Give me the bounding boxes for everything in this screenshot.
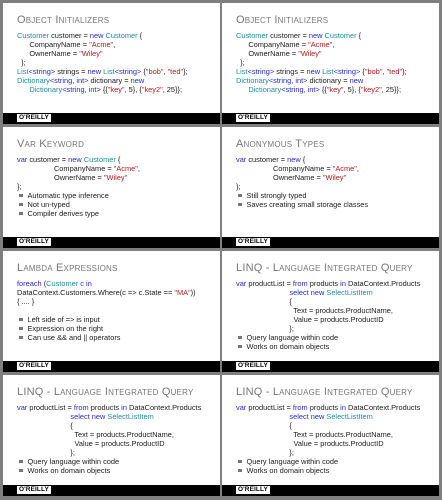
oreilly-logo: O'REILLY <box>238 114 268 121</box>
code-token: <string, int> <box>268 76 308 85</box>
bullet-item <box>17 315 216 324</box>
code-token: new <box>91 412 106 421</box>
code-token: { <box>141 67 146 76</box>
code-token: products <box>88 403 122 412</box>
code-line <box>17 58 216 67</box>
bullet-text: Query language within code <box>246 457 339 466</box>
code-token: customer = <box>27 155 69 164</box>
slide-footer <box>222 485 439 496</box>
code-token: , 5}, { <box>343 85 361 94</box>
slide-title: Anonymous Types <box>236 138 325 150</box>
bullet-text: Query language within code <box>246 333 339 342</box>
code-token: "Wiley" <box>103 173 128 182</box>
code-token: , <box>356 164 359 173</box>
oreilly-logo: O'REILLY <box>238 238 268 245</box>
bullet-text: Not un-typed <box>27 200 70 209</box>
code-token: CompanyName = <box>236 164 333 173</box>
code-token: Dictionary <box>236 76 269 85</box>
bullet-item <box>236 342 435 351</box>
code-token: var <box>236 403 247 412</box>
oreilly-logo: O'REILLY <box>238 486 268 493</box>
code-token: from <box>73 403 89 412</box>
slide-footer <box>222 361 439 372</box>
slide-body <box>236 155 435 209</box>
bullet-text: Still strongly typed <box>246 191 307 200</box>
bullet-item <box>236 191 435 200</box>
bullet-square-icon <box>19 469 23 473</box>
code-line <box>236 49 435 58</box>
code-token: { <box>115 155 121 164</box>
code-token: SelectListItem <box>107 412 154 421</box>
code-token: new <box>287 155 301 164</box>
code-line <box>17 40 216 49</box>
bullet-text: Compiler derives type <box>27 209 99 218</box>
code-token: in <box>340 279 346 288</box>
code-token: CompanyName = <box>17 164 114 173</box>
code-token: customer = <box>268 31 309 40</box>
code-token: new <box>310 412 325 421</box>
code-token: select <box>289 412 309 421</box>
code-token <box>236 85 248 94</box>
bullet-text: Saves creating small storage classes <box>246 200 369 209</box>
slide-6 <box>222 251 439 372</box>
code-token: new <box>308 31 323 40</box>
code-line <box>236 67 435 76</box>
slide-footer <box>3 113 220 124</box>
code-token: Customer <box>83 155 116 164</box>
code-line <box>236 40 435 49</box>
code-token: }; <box>402 67 407 76</box>
bullet-text: Expression on the right <box>27 324 104 333</box>
code-line <box>17 421 216 430</box>
code-token: "Acme" <box>113 164 138 173</box>
code-token <box>236 412 289 421</box>
code-token: select <box>289 288 309 297</box>
slide-footer <box>3 485 220 496</box>
bullet-item <box>17 324 216 333</box>
code-token: productList = <box>27 403 74 412</box>
code-token: "ted" <box>167 67 184 76</box>
code-line <box>236 412 435 421</box>
code-line <box>236 439 435 448</box>
bullet-square-icon <box>19 203 23 207</box>
slide-8 <box>222 375 439 496</box>
code-token: "bob" <box>364 67 383 76</box>
code-token: productList = <box>246 403 293 412</box>
code-token: , 5}, { <box>124 85 142 94</box>
slide-body <box>17 155 216 218</box>
slide-body <box>236 403 435 475</box>
code-token: List <box>322 67 334 76</box>
code-token: <string, int> <box>62 85 101 94</box>
code-token: , <box>113 40 116 49</box>
code-token: var <box>236 279 247 288</box>
code-token: DataContext.Customers.Where(c => c.State == <box>17 288 175 297</box>
slide-footer <box>222 113 439 124</box>
code-line <box>17 279 216 288</box>
code-token: Text = products.ProductName, <box>236 306 393 315</box>
code-line <box>17 306 216 315</box>
bullet-square-icon <box>19 336 23 340</box>
code-line <box>236 155 435 164</box>
code-token: "MA" <box>174 288 191 297</box>
code-line <box>17 173 216 182</box>
slide-body <box>17 403 216 475</box>
oreilly-logo: O'REILLY <box>19 238 49 245</box>
code-token: Customer <box>236 31 269 40</box>
code-token: { <box>360 67 365 76</box>
code-token: "Acme" <box>332 164 357 173</box>
bullet-item <box>17 209 216 218</box>
code-token: "ted" <box>386 67 403 76</box>
code-line <box>17 288 216 297</box>
bullet-square-icon <box>19 194 23 198</box>
code-token: "Wiley" <box>298 49 322 58</box>
bullet-square-icon <box>238 469 242 473</box>
code-token: Text = products.ProductName, <box>236 430 393 439</box>
code-token: , <box>163 67 168 76</box>
code-token: Customer <box>17 31 50 40</box>
code-token: , 25}}; <box>162 85 183 94</box>
slide-title: Var Keyword <box>17 138 85 150</box>
code-token <box>236 288 289 297</box>
code-token: new <box>306 67 321 76</box>
bullet-text: Works on domain objects <box>246 466 330 475</box>
slide-body <box>17 279 216 342</box>
bullet-item <box>236 466 435 475</box>
code-line <box>236 279 435 288</box>
code-line <box>236 306 435 315</box>
code-line <box>236 297 435 306</box>
bullet-square-icon <box>19 327 23 331</box>
code-token: from <box>292 403 308 412</box>
code-token: }; <box>17 182 22 191</box>
code-line <box>17 155 216 164</box>
slide-body <box>17 31 216 94</box>
code-token: <string> <box>333 67 361 76</box>
code-token: OwnerName = <box>236 49 299 58</box>
slide-2 <box>222 3 439 124</box>
code-line <box>17 67 216 76</box>
code-token: { <box>236 421 292 430</box>
code-token: "key2" <box>141 85 163 94</box>
slide-title: LINQ - Language Integrated Query <box>236 386 413 398</box>
code-token: new <box>87 67 102 76</box>
code-line <box>17 403 216 412</box>
bullet-item <box>236 333 435 342</box>
code-token: <string, int> <box>281 85 320 94</box>
slide-body <box>236 31 435 94</box>
code-line <box>236 315 435 324</box>
code-token: Value = products.ProductID <box>17 439 165 448</box>
code-token: , <box>332 40 335 49</box>
code-token: from <box>292 279 308 288</box>
code-token: DataContext.Products <box>345 403 421 412</box>
code-token: { <box>300 155 306 164</box>
code-token <box>17 412 70 421</box>
code-token: <string, int> <box>49 76 89 85</box>
slide-7 <box>3 375 220 496</box>
slide-1 <box>3 3 220 124</box>
code-token: ( <box>41 279 47 288</box>
code-token: <string> <box>114 67 142 76</box>
code-token: , 25}}; <box>381 85 402 94</box>
code-line <box>17 164 216 173</box>
code-token: products <box>307 403 341 412</box>
code-token: var <box>17 155 28 164</box>
bullet-square-icon <box>19 212 23 216</box>
oreilly-logo: O'REILLY <box>19 114 49 121</box>
code-token: Customer <box>105 31 138 40</box>
code-token: <string> <box>28 67 56 76</box>
code-token: dictionary = <box>88 76 131 85</box>
code-token: }; <box>17 448 75 457</box>
bullet-text: Works on domain objects <box>246 342 330 351</box>
code-token: { <box>236 297 292 306</box>
code-token: new <box>68 155 82 164</box>
code-token: "key2" <box>360 85 382 94</box>
code-token: Text = products.ProductName, <box>17 430 174 439</box>
code-line <box>236 430 435 439</box>
code-token: c <box>80 279 84 288</box>
code-token: "Wiley" <box>79 49 103 58</box>
bullet-item <box>17 191 216 200</box>
code-token: Value = products.ProductID <box>236 439 384 448</box>
slide-footer <box>222 237 439 248</box>
code-token: SelectListItem <box>326 412 373 421</box>
bullet-square-icon <box>19 318 23 322</box>
code-token: OwnerName = <box>236 173 323 182</box>
slide-5 <box>3 251 220 372</box>
bullet-item <box>17 457 216 466</box>
bullet-item <box>236 200 435 209</box>
bullet-text: Automatic type inference <box>27 191 109 200</box>
slide-4 <box>222 127 439 248</box>
code-token: foreach <box>17 279 42 288</box>
code-token: new <box>130 76 145 85</box>
bullet-square-icon <box>238 203 242 207</box>
code-token: <string> <box>247 67 275 76</box>
code-token: select <box>70 412 90 421</box>
code-token: }; <box>236 58 245 67</box>
code-token: CompanyName = <box>17 40 90 49</box>
code-token: SelectListItem <box>326 288 373 297</box>
code-token: Dictionary <box>17 76 50 85</box>
code-token: {{ <box>319 85 327 94</box>
code-token: in <box>340 403 346 412</box>
code-token: "key" <box>326 85 344 94</box>
code-token: "Acme" <box>89 40 114 49</box>
bullet-text: Query language within code <box>27 457 120 466</box>
code-token: { .... } <box>17 297 35 306</box>
bullet-square-icon <box>19 460 23 464</box>
code-line <box>236 448 435 457</box>
slide-title: Object Initializers <box>17 14 110 26</box>
bullet-square-icon <box>238 460 242 464</box>
code-token: products <box>307 279 341 288</box>
code-token: List <box>17 67 29 76</box>
code-token: DataContext.Products <box>126 403 202 412</box>
slide-footer <box>3 361 220 372</box>
code-token: List <box>236 67 248 76</box>
code-token: new <box>310 288 325 297</box>
code-token: var <box>17 403 28 412</box>
code-token: OwnerName = <box>17 173 104 182</box>
code-token: , <box>382 67 387 76</box>
code-line <box>236 31 435 40</box>
code-token: }; <box>236 448 294 457</box>
code-token: "key" <box>107 85 125 94</box>
bullet-square-icon <box>238 345 242 349</box>
slide-body <box>236 279 435 351</box>
code-line <box>17 31 216 40</box>
bullet-square-icon <box>238 336 242 340</box>
code-token: , <box>137 164 140 173</box>
code-line <box>236 85 435 94</box>
code-token: strings = <box>55 67 88 76</box>
code-token: dictionary = <box>307 76 350 85</box>
bullet-text: Works on domain objects <box>27 466 111 475</box>
slide-footer <box>3 237 220 248</box>
bullet-item <box>17 333 216 342</box>
code-line <box>17 182 216 191</box>
code-token: customer = <box>246 155 288 164</box>
code-token: { <box>137 31 143 40</box>
code-line <box>236 288 435 297</box>
code-token: strings = <box>274 67 307 76</box>
code-line <box>17 430 216 439</box>
code-line <box>17 85 216 94</box>
code-line <box>17 412 216 421</box>
code-line <box>236 164 435 173</box>
code-token: "Acme" <box>308 40 333 49</box>
oreilly-logo: O'REILLY <box>19 362 49 369</box>
code-token: }; <box>183 67 188 76</box>
bullet-item <box>17 466 216 475</box>
bullet-item <box>236 457 435 466</box>
slide-title: Lambda Expressions <box>17 262 118 274</box>
code-token: List <box>103 67 115 76</box>
code-token: "bob" <box>145 67 164 76</box>
code-token: }; <box>236 324 294 333</box>
code-token: { <box>17 421 73 430</box>
slide-title: LINQ - Language Integrated Query <box>17 386 194 398</box>
code-token: "Wiley" <box>322 173 347 182</box>
code-token: new <box>89 31 104 40</box>
code-line <box>236 403 435 412</box>
code-line <box>236 182 435 191</box>
code-token: productList = <box>246 279 293 288</box>
code-token: Dictionary <box>29 85 63 94</box>
slide-title: LINQ - Language Integrated Query <box>236 262 413 274</box>
code-line <box>17 297 216 306</box>
slide-title: Object Initializers <box>236 14 329 26</box>
code-token: }; <box>236 182 241 191</box>
code-token: Customer <box>324 31 357 40</box>
code-token: new <box>349 76 364 85</box>
code-line <box>236 76 435 85</box>
code-token: customer = <box>49 31 90 40</box>
oreilly-logo: O'REILLY <box>19 486 49 493</box>
code-token: CompanyName = <box>236 40 309 49</box>
code-token: { <box>356 31 362 40</box>
bullet-text: Left side of => is input <box>27 315 100 324</box>
code-token <box>17 85 29 94</box>
code-token: Value = products.ProductID <box>236 315 384 324</box>
slide-3 <box>3 127 220 248</box>
oreilly-logo: O'REILLY <box>238 362 268 369</box>
code-token: )) <box>190 288 196 297</box>
bullet-text: Can use && and || operators <box>27 333 121 342</box>
code-line <box>236 421 435 430</box>
code-token: }; <box>17 58 26 67</box>
code-token: Customer <box>46 279 79 288</box>
bullet-square-icon <box>238 194 242 198</box>
code-line <box>17 439 216 448</box>
code-token: OwnerName = <box>17 49 80 58</box>
code-token: DataContext.Products <box>345 279 421 288</box>
code-line <box>17 49 216 58</box>
code-token: {{ <box>100 85 108 94</box>
bullet-item <box>17 200 216 209</box>
code-line <box>17 76 216 85</box>
code-token: in <box>121 403 127 412</box>
code-token: in <box>86 279 92 288</box>
code-line <box>236 173 435 182</box>
code-token: var <box>236 155 247 164</box>
code-line <box>236 324 435 333</box>
code-line <box>236 58 435 67</box>
code-token: Dictionary <box>248 85 282 94</box>
code-line <box>17 448 216 457</box>
